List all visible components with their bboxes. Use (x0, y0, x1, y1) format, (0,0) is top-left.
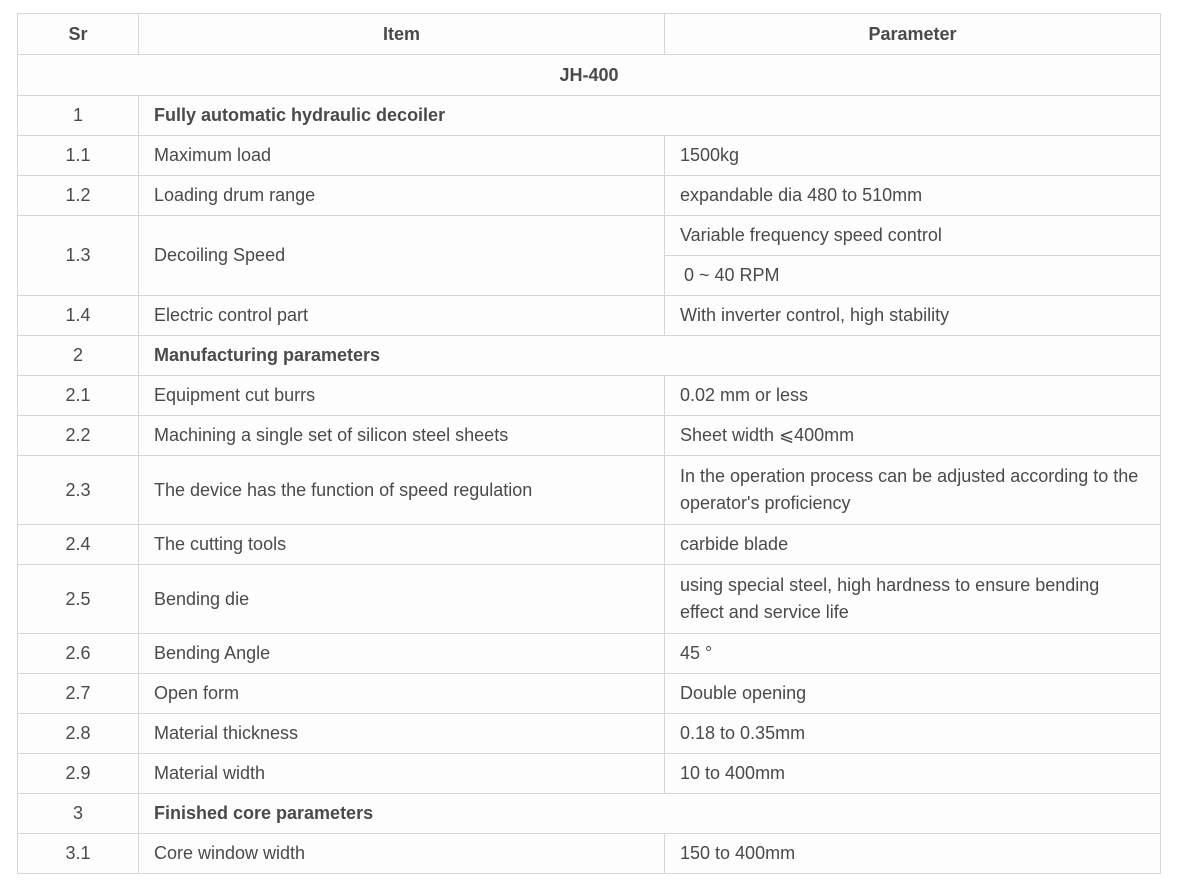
section-row (18, 336, 1161, 376)
row-number: 1.3 (18, 216, 139, 296)
row-item: Machining a single set of silicon steel sheets (139, 416, 665, 456)
model-name: JH-400 (18, 55, 1161, 96)
table-row (18, 834, 1161, 874)
row-item: Decoiling Speed (139, 216, 665, 296)
row-parameter: Variable frequency speed control (665, 216, 1161, 256)
table-row (18, 674, 1161, 714)
row-number: 3.1 (18, 834, 139, 874)
row-parameter: 45 ° (665, 634, 1161, 674)
row-parameter: using special steel, high hardness to ensure bending effect and service life (665, 565, 1161, 634)
table-row (18, 376, 1161, 416)
header-sr: Sr (18, 14, 139, 55)
row-parameter: 1500kg (665, 136, 1161, 176)
section-number: 2 (18, 336, 139, 376)
row-number: 1.1 (18, 136, 139, 176)
row-number: 2.3 (18, 456, 139, 525)
row-number: 2.5 (18, 565, 139, 634)
row-parameter: 0.18 to 0.35mm (665, 714, 1161, 754)
row-parameter: In the operation process can be adjusted according to the operator's proficiency (665, 456, 1161, 525)
row-parameter: With inverter control, high stability (665, 296, 1161, 336)
row-number: 1.2 (18, 176, 139, 216)
table-row (18, 456, 1161, 525)
table-row (18, 634, 1161, 674)
row-item: Open form (139, 674, 665, 714)
row-item: Bending die (139, 565, 665, 634)
header-item: Item (139, 14, 665, 55)
row-parameter: Sheet width ⩽400mm (665, 416, 1161, 456)
row-parameter: 0.02 mm or less (665, 376, 1161, 416)
table-row (18, 176, 1161, 216)
row-parameter: 10 to 400mm (665, 754, 1161, 794)
row-parameter: carbide blade (665, 525, 1161, 565)
section-title: Fully automatic hydraulic decoiler (139, 96, 1161, 136)
row-number: 2.1 (18, 376, 139, 416)
row-item: Material thickness (139, 714, 665, 754)
row-item: The device has the function of speed regulation (139, 456, 665, 525)
table-row (18, 525, 1161, 565)
section-row (18, 794, 1161, 834)
row-number: 1.4 (18, 296, 139, 336)
table-row (18, 754, 1161, 794)
section-title: Finished core parameters (139, 794, 1161, 834)
section-title: Manufacturing parameters (139, 336, 1161, 376)
table-row (18, 216, 1161, 256)
table-row (18, 296, 1161, 336)
row-number: 2.4 (18, 525, 139, 565)
header-parameter: Parameter (665, 14, 1161, 55)
row-number: 2.7 (18, 674, 139, 714)
section-row (18, 96, 1161, 136)
model-row (18, 55, 1161, 96)
row-item: Maximum load (139, 136, 665, 176)
row-item: Material width (139, 754, 665, 794)
table-row (18, 565, 1161, 634)
row-item: Core window width (139, 834, 665, 874)
row-number: 2.2 (18, 416, 139, 456)
row-item: The cutting tools (139, 525, 665, 565)
row-number: 2.6 (18, 634, 139, 674)
spec-table (17, 13, 1161, 874)
row-number: 2.9 (18, 754, 139, 794)
row-parameter: 150 to 400mm (665, 834, 1161, 874)
row-number: 2.8 (18, 714, 139, 754)
row-parameter-secondary: 0 ~ 40 RPM (665, 256, 1161, 296)
row-parameter: Double opening (665, 674, 1161, 714)
section-number: 3 (18, 794, 139, 834)
table-row (18, 136, 1161, 176)
row-item: Loading drum range (139, 176, 665, 216)
row-item: Bending Angle (139, 634, 665, 674)
table-row (18, 714, 1161, 754)
row-item: Equipment cut burrs (139, 376, 665, 416)
table-row (18, 416, 1161, 456)
row-item: Electric control part (139, 296, 665, 336)
row-parameter: expandable dia 480 to 510mm (665, 176, 1161, 216)
header-row (18, 14, 1161, 55)
section-number: 1 (18, 96, 139, 136)
spec-table-container (17, 13, 1160, 874)
